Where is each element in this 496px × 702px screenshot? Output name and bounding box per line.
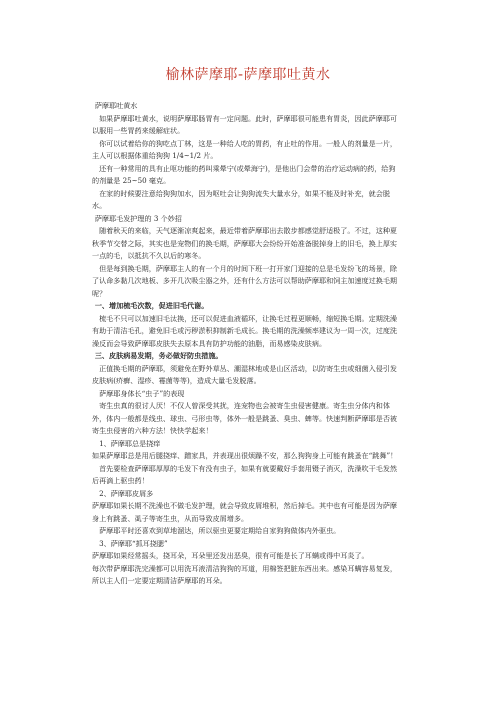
paragraph: 萨摩耶身体长“虫子”的表现 (99, 388, 185, 398)
document-title: 榆林萨摩耶-萨摩耶吐黄水 (165, 67, 331, 83)
paragraph: 如果萨摩耶吐黄水，说明萨摩耶肠胃有一定问题。此时，萨摩耶很可能患有胃炎，因此萨摩耶可以服用一些胃药来缓解症状。 (92, 113, 398, 135)
paragraph: 首先要检查萨摩耶厚厚的毛发下有没有虫子，如果有就要戴好手套用镊子消灭，洗澡吹干毛发然后再滴上驱虫药！ (92, 463, 398, 485)
paragraph: 但是每到换毛期，萨摩耶主人的有一个月的时间下班一打开家门迎接的总是毛发纷飞的场景，除了认命多黏几次地板、多开几次吸尘器之外，还有什么方法可以帮助萨摩耶和饲主加速度过换毛期呢？ (92, 263, 398, 298)
paragraph: 1、萨摩耶总是挠痒 (99, 438, 161, 448)
paragraph: 萨摩耶平时还喜欢到草地溜达，所以驱虫更要定期给自家狗狗做体内外驱虫。 (99, 526, 341, 535)
paragraph: 3、萨摩耶“抓耳挠腮” (99, 538, 168, 548)
paragraph: 还有一种常用的具有止呕功能的药叫乘晕宁(或晕海宁)，是他出门会带的治疗运动病的药，给狗的剂量是 25~50 毫克。 (92, 163, 396, 185)
paragraph: 梳毛不只可以加速旧毛汰换，还可以促进血液循环，让换毛过程更顺畅，缩短换毛期。定期洗澡有助于清洁毛孔，避免旧毛或污秽淤积抑制新毛成长。换毛期的洗澡频率建议为一周一次，过度洗澡反而会导致萨摩耶皮肤失去原本具有防护功能的油脂，而易感染皮肤病。 (92, 313, 398, 348)
paragraph: 寄生虫真的很讨人厌！不仅人曾深受其扰，连宠物也会被寄生虫侵害健康。寄生虫分体内和体外，体内一般都是线虫、球虫、弓形虫等，体外一般是跳蚤、臭虫、蜱等。快速判断萨摩耶是否被寄生虫侵害的六种方法！快快学起来！ (92, 401, 398, 435)
section-heading: 一、增加梳毛次数，促进旧毛代谢。 (94, 301, 209, 310)
paragraph: 在家的时候要注意给狗狗加水，因为呕吐会让狗狗流失大量水分，如果不能及时补充，就会脱水。 (92, 188, 390, 210)
section-heading: 三、皮肤病易发期，务必做好防虫措施。 (94, 351, 223, 360)
paragraph: 你可以试着给你的狗吃点丁林，这是一种给人吃的胃药，有止吐的作用。一般人的剂量是一片，主人可以根据体重给狗狗 1/4~1/2 片。 (92, 138, 398, 160)
section-heading: 萨摩耶毛发护理的 3 个妙招 (94, 213, 182, 223)
paragraph: 每次带萨摩耶洗完澡都可以用洗耳液清洁狗狗的耳道，用棉签把脏东西出来。感染耳螨容易复发，所以主人们一定要定期清洁萨摩耶的耳朵。 (92, 563, 398, 585)
paragraph: 如果萨摩耶总是用后腿挠痒、蹭家具，并表现出很烦躁不安，那么狗狗身上可能有跳蚤在“跳舞”！ (92, 451, 398, 460)
paragraph: 2、萨摩耶皮屑多 (99, 488, 154, 498)
paragraph: 萨摩耶如果经常摇头，挠耳朵，耳朵里还发出恶臭，很有可能是长了耳螨或得中耳炎了。 (92, 551, 369, 560)
paragraph: 萨摩耶如果长期不洗澡也不做毛发护理，就会导致皮屑堆积，然后掉毛。其中也有可能是因为萨摩身上有跳蚤、虱子等寄生虫，从而导致皮屑增多。 (92, 501, 398, 523)
paragraph: 随着秋天的来临，天气逐渐凉爽起来，最近带着萨摩耶出去散步都感觉舒适极了。不过，这种夏秋季节交替之际，其实也是宠物们的换毛期，萨摩耶大会纷纷开始准备脱掉身上的旧毛，换上厚实一点的毛，以抵抗不久以后的寒冬。 (92, 226, 398, 260)
section-heading: 萨摩耶吐黄水 (94, 101, 138, 110)
document-body (92, 100, 402, 588)
paragraph: 正值换毛期的萨摩耶，须避免在野外草丛、潮湿林地或是山区活动，以防寄生虫或细菌入侵引发皮肤病(疥癣、湿疹、霉菌等等)，造成大量毛发脱落。 (92, 363, 398, 385)
